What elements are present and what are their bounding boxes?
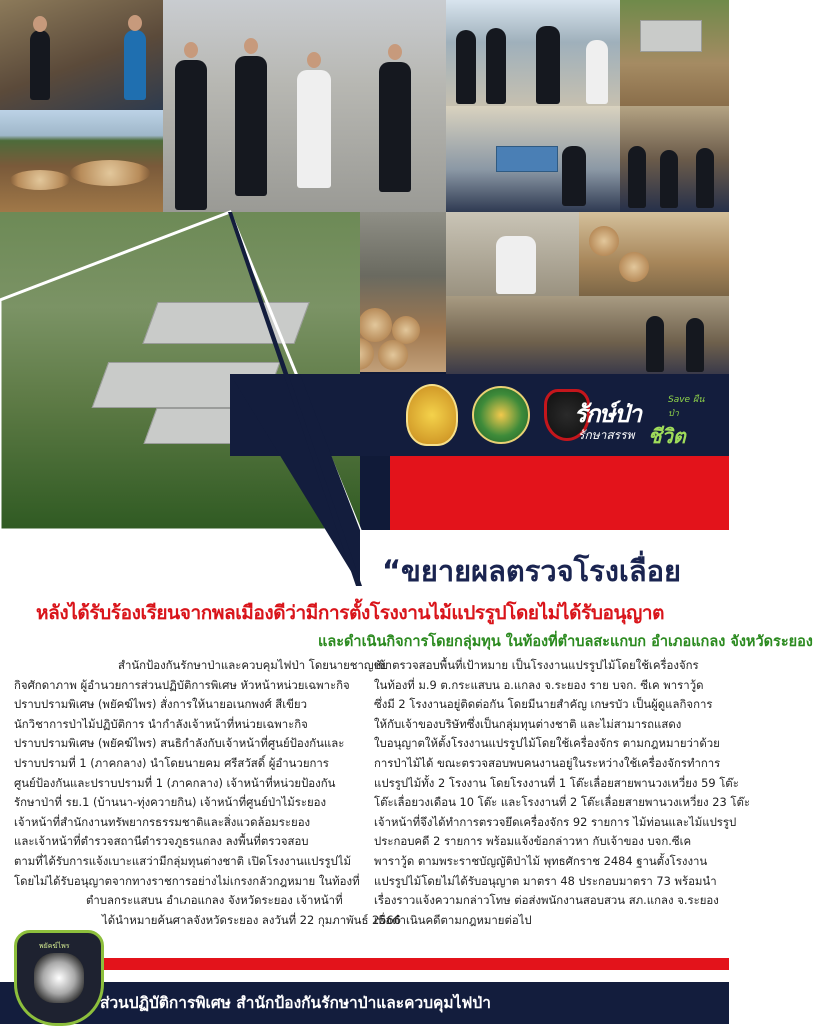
article-line: โต๊ะเลื่อยวงเดือน 10 โต๊ะ และโรงงานที่ 2 โต๊ะเลื่อยสายพานวงเหวี่ยง 23 โต๊ะ — [374, 795, 750, 810]
tiger-badge — [14, 930, 104, 1026]
article-line: โดยไม่ได้รับอนุญาตจากทางราชการอย่างไม่เกรงกลัวกฎหมาย ในท้องที่ — [14, 873, 360, 888]
footer-org-name: ส่วนปฏิบัติการพิเศษ สำนักป้องกันรักษาป่าและควบคุมไฟป่า — [100, 994, 491, 1012]
article-line: ปราบปรามพิเศษ (พยัคฆ์ไพร) สนธิกำลังกับเจ้าหน้าที่ศูนย์ป้องกันและ — [14, 736, 345, 751]
subheadline-green: และดำเนินกิจการโดยกลุ่มทุน ในท้องที่ตำบลสะแกบก อำเภอแกลง จังหวัดระยอง — [318, 634, 813, 650]
article-line: เข้าตรวจสอบพื้นที่เป้าหมาย เป็นโรงงานแปรรูปไม้โดยใช้เครื่องจักร — [374, 658, 699, 672]
article-line: เรื่องราวแจ้งความกล่าวโทษ ต่อส่งพนักงานสอบสวน สภ.แกลง จ.ระยอง — [374, 893, 719, 908]
article-line: และเจ้าหน้าที่ตำรวจสถานีตำรวจภูธรแกลง ลงพื้นที่ตรวจสอบ — [14, 834, 309, 849]
article-line: ตำบลกระแสบน อำเภอแกลง จังหวัดระยอง เจ้าหน้าที่ — [86, 893, 343, 908]
article-line: การป่าไม้ได้ ขณะตรวจสอบพบคนงานอยู่ในระหว่างใช้เครื่องจักรทำการ — [374, 755, 721, 770]
article-line: ให้กับเจ้าของบริษัทซึ่งเป็นกลุ่มทุนต่างชาติ และไม่สามารถแสดง — [374, 716, 682, 731]
article-line: กิจศักดาภาพ ผู้อำนวยการส่วนปฏิบัติการพิเศษ หัวหน้าหน่วยเฉพาะกิจ — [14, 677, 350, 692]
article-line: แปรรูปไม้โดยไม่ได้รับอนุญาต มาตรา 48 ประกอบมาตรา 73 พร้อมนำ — [374, 873, 717, 888]
article-line: เจ้าหน้าที่สำนักงานทรัพยากรธรรมชาติและสิ่งแวดล้อมระยอง — [14, 814, 311, 829]
article-line: แปรรูปไม้ทั้ง 2 โรงงาน โดยโรงงานที่ 1 โต๊ะเลื่อยสายพานวงเหวี่ยง 59 โต๊ะ — [374, 775, 739, 790]
brand-sub2-text: ชีวิต — [648, 424, 686, 448]
article-line: ปราบปรามที่ 1 (ภาคกลาง) นำโดยนายคม ศรีสวัสดิ์ ผู้อำนวยการ — [14, 755, 329, 770]
footer-red-stripe — [88, 958, 729, 970]
article-line: ใบอนุญาตให้ตั้งโรงงานแปรรูปไม้โดยใช้เครื่องจักร ตามกฎหมายว่าด้วย — [374, 736, 720, 751]
article-line: ศูนย์ป้องกันและปราบปรามที่ 1 (ภาคกลาง) เจ้าหน้าที่หน่วยป้องกัน — [14, 775, 336, 790]
agency-logos — [406, 384, 590, 446]
subheadline-red: หลังได้รับร้องเรียนจากพลเมืองดีว่ามีการตั้งโรงงานไม้แปรรูปโดยไม่ได้รับอนุญาต — [36, 602, 665, 624]
brand-main-text: รักษ์ป่า — [574, 400, 641, 428]
article-column-left — [14, 656, 402, 930]
article-line: ในท้องที่ ม.9 ต.กระแสบน อ.แกลง จ.ระยอง ราย บจก. ซีเค พาราวู้ด — [374, 677, 704, 692]
article-line: รักษาป่าที่ รย.1 (บ้านนา-ทุ่งควายกิน) เจ้าหน้าที่ศูนย์ป่าไม้ระยอง — [14, 795, 327, 810]
article-line: ได้นำหมายค้นศาลจังหวัดระยอง ลงวันที่ 22 กุมภาพันธ์ 2566 — [102, 912, 402, 927]
article-line: ตามที่ได้รับการแจ้งเบาะแสว่ามีกลุ่มทุนต่างชาติ เปิดโรงงานแปรรูปไม้ — [14, 853, 352, 868]
article-line: ซึ่งมี 2 โรงงานอยู่ติดต่อกัน โดยมีนายสำคัญ เกษรบัว เป็นผู้ดูแลกิจการ — [374, 697, 713, 712]
article-line: นักวิชาการป่าไม้ปฏิบัติการ นำกำลังเจ้าหน้าที่หน่วยเฉพาะกิจ — [14, 716, 308, 731]
forest-department-emblem — [406, 384, 458, 446]
badge-label: พยัคฆ์ไพร — [39, 942, 70, 950]
article-line: พาราวู้ด ตามพระราชบัญญัติป่าไม้ พุทธศักราช 2484 ฐานตั้งโรงงาน — [374, 853, 708, 868]
headline: “ขยายผลตรวจโรงเลื่อย — [382, 554, 682, 588]
article-line: ปราบปรามพิเศษ (พยัคฆ์ไพร) สั่งการให้นายอเนกพงศ์ สีเขียว — [14, 697, 308, 712]
tiger-badge-icon — [34, 953, 84, 1003]
article-column-right — [374, 656, 750, 930]
brand-sub-text: รักษาสรรพ — [578, 428, 635, 442]
brand-save-text: Save ผืนป่า — [668, 395, 705, 419]
article-line: ประกอบคดี 2 รายการ พร้อมแจ้งข้อกล่าวหา กับเจ้าของ บจก.ซีเค — [374, 834, 692, 849]
article-line: สำนักป้องกันรักษาป่าและควบคุมไฟป่า โดยนายชาญชัย — [118, 658, 389, 672]
article-line: เจ้าหน้าที่จึงได้ทำการตรวจยึดเครื่องจักร 92 รายการ ไม้ท่อนและไม้แปรรูป — [374, 814, 737, 829]
article-line: เพื่อดำเนินคดีตามกฎหมายต่อไป — [374, 912, 532, 927]
royal-forest-seal — [472, 386, 530, 444]
brand-logo — [574, 392, 714, 452]
